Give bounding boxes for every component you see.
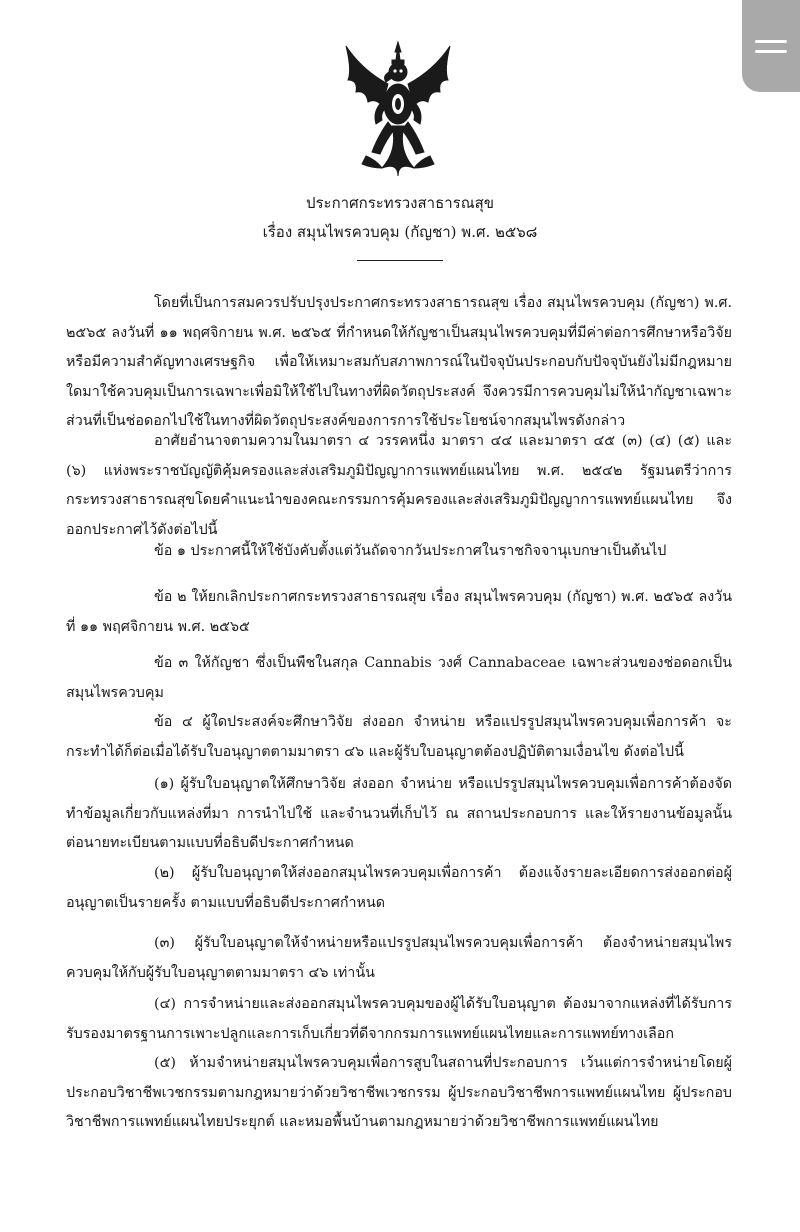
title-divider bbox=[357, 260, 443, 261]
preamble-paragraph: โดยที่เป็นการสมควรปรับปรุงประกาศกระทรวงสาธารณสุข เรื่อง สมุนไพรควบคุม (กัญชา) พ.ศ. ๒๕๖๕ ลงวันที่ ๑๑ พฤศจิกายน พ.ศ. ๒๕๖๕ ที่กำหนดให้กัญชาเป็นสมุนไพรควบคุมที่มีค่าต่อการศึกษาหรือวิจัย หรือมีความสำคัญทางเศรษฐกิจ เพื่อให้เหมาะสมกับสภาพการณ์ในปัจจุบันประกอบกับปัจจุบันยังไม่มีกฎหมายใดมาใช้ควบคุมเป็นการเฉพาะเพื่อมิให้ใช้ไปในทางที่ผิดวัตถุประสงค์ จึงควรมีการควบคุมไม่ให้นำกัญชาเฉพาะส่วนที่เป็นช่อดอกไปใช้ในทางที่ผิดวัตถุประสงค์ของการการใช้ประโยชน์จากสมุนไพรดังกล่าว bbox=[66, 295, 732, 429]
clause-4-sub-5: (๕) ห้ามจำหน่ายสมุนไพรควบคุมเพื่อการสูบในสถานที่ประกอบการ เว้นแต่การจำหน่ายโดยผู้ประกอบวิชาชีพเวชกรรมตามกฎหมายว่าด้วยวิชาชีพเวชกรรม ผู้ประกอบวิชาชีพการแพทย์แผนไทย ผู้ประกอบวิชาชีพการแพทย์แผนไทยประยุกต์ และหมอพื้นบ้านตามกฎหมายว่าด้วยวิชาชีพการแพทย์แผนไทย bbox=[66, 1055, 732, 1130]
hamburger-menu-icon bbox=[755, 40, 787, 43]
authority-paragraph: อาศัยอำนาจตามความในมาตรา ๔ วรรคหนึ่ง มาตรา ๔๔ และมาตรา ๔๕ (๓) (๔) (๕) และ (๖) แห่งพระราชบัญญัติคุ้มครองและส่งเสริมภูมิปัญญาการแพทย์แผนไทย พ.ศ. ๒๕๔๒ รัฐมนตรีว่าการกระทรวงสาธารณสุขโดยคำแนะนำของคณะกรรมการคุ้มครองและส่งเสริมภูมิปัญญาการแพทย์แผนไทย จึงออกประกาศไว้ดังต่อไปนี้ bbox=[66, 433, 732, 538]
clause-4-sub-1: (๑) ผู้รับใบอนุญาตให้ศึกษาวิจัย ส่งออก จำหน่าย หรือแปรรูปสมุนไพรควบคุมเพื่อการค้าต้องจัดทำข้อมูลเกี่ยวกับแหล่งที่มา การนำไปใช้ และจำนวนที่เก็บไว้ ณ สถานประกอบการ และให้รายงานข้อมูลนั้นต่อนายทะเบียนตามแบบที่อธิบดีประกาศกำหนด bbox=[66, 776, 732, 851]
clause-4-sub-4: (๔) การจำหน่ายและส่งออกสมุนไพรควบคุมของผู้ได้รับใบอนุญาต ต้องมาจากแหล่งที่ได้รับการรับรองมาตรฐานการเพาะปลูกและการเก็บเกี่ยวที่ดีจากกรมการแพทย์แผนไทยและการแพทย์ทางเลือก bbox=[66, 996, 732, 1042]
clause-3: ข้อ ๓ ให้กัญชา ซึ่งเป็นพืชในสกุล Cannabis วงศ์ Cannabaceae เฉพาะส่วนของช่อดอกเป็นสมุนไพรควบคุม bbox=[66, 655, 732, 701]
announcement-subject: เรื่อง สมุนไพรควบคุม (กัญชา) พ.ศ. ๒๕๖๘ bbox=[262, 223, 538, 241]
hamburger-menu-icon-bar bbox=[755, 50, 787, 53]
announcement-issuer: ประกาศกระทรวงสาธารณสุข bbox=[305, 194, 495, 212]
clause-2: ข้อ ๒ ให้ยกเลิกประกาศกระทรวงสาธารณสุข เรื่อง สมุนไพรควบคุม (กัญชา) พ.ศ. ๒๕๖๕ ลงวันที่ ๑๑ พฤศจิกายน พ.ศ. ๒๕๖๕ bbox=[66, 589, 732, 635]
menu-button[interactable] bbox=[742, 0, 800, 92]
clause-4-sub-2: (๒) ผู้รับใบอนุญาตให้ส่งออกสมุนไพรควบคุมเพื่อการค้า ต้องแจ้งรายละเอียดการส่งออกต่อผู้อนุญาตเป็นรายครั้ง ตามแบบที่อธิบดีประกาศกำหนด bbox=[66, 865, 732, 911]
clause-1: ข้อ ๑ ประกาศนี้ให้ใช้บังคับตั้งแต่วันถัดจากวันประกาศในราชกิจจานุเบกษาเป็นต้นไป bbox=[154, 543, 667, 559]
garuda-emblem-icon bbox=[342, 40, 454, 178]
clause-4-sub-3: (๓) ผู้รับใบอนุญาตให้จำหน่ายหรือแปรรูปสมุนไพรควบคุมเพื่อการค้า ต้องจำหน่ายสมุนไพรควบคุมให้กับผู้รับใบอนุญาตตามมาตรา ๔๖ เท่านั้น bbox=[66, 935, 732, 981]
clause-4: ข้อ ๔ ผู้ใดประสงค์จะศึกษาวิจัย ส่งออก จำหน่าย หรือแปรรูปสมุนไพรควบคุมเพื่อการค้า จะกระทำได้ก็ต่อเมื่อได้รับใบอนุญาตตามมาตรา ๔๖ และผู้รับใบอนุญาตต้องปฏิบัติตามเงื่อนไข ดังต่อไปนี้ bbox=[66, 714, 732, 760]
